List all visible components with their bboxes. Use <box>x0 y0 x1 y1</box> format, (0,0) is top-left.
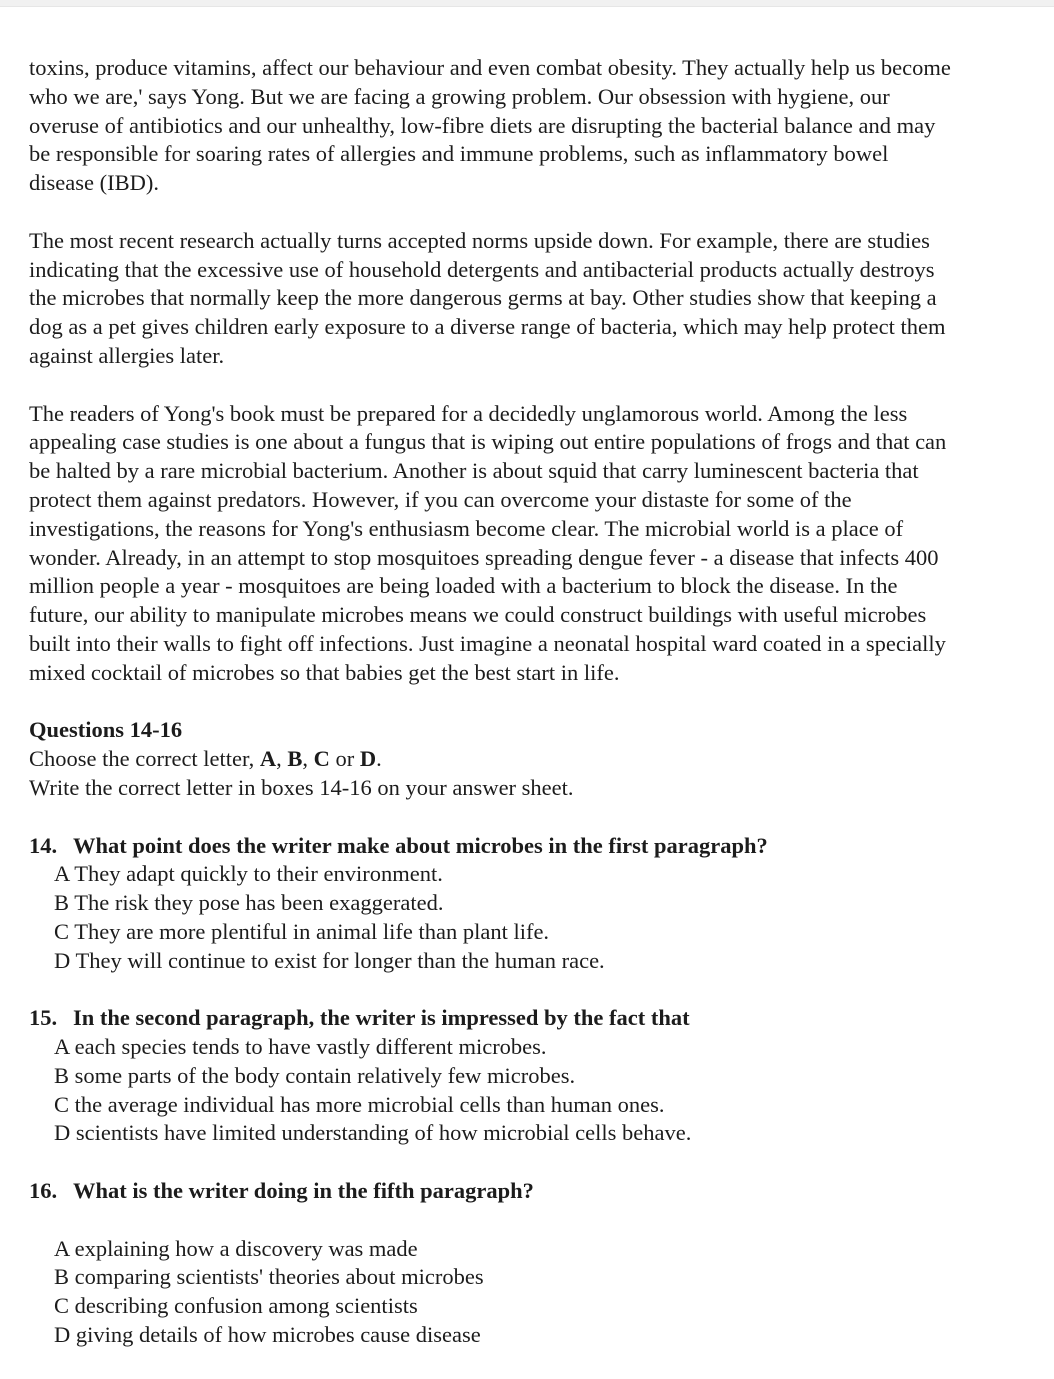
text-line: be halted by a rare microbial bacterium. Another is about squid that carry luminescent bacteria that <box>29 458 919 484</box>
option-a: A They adapt quickly to their environment. <box>54 861 443 887</box>
option-c: C the average individual has more microbial cells than human ones. <box>54 1091 665 1117</box>
separator: , <box>276 746 288 772</box>
text-line: million people a year - mosquitoes are being loaded with a bacterium to block the disease. In the <box>29 573 898 599</box>
text-line: future, our ability to manipulate microbes means we could construct buildings with useful microbes <box>29 602 927 628</box>
text-line: mixed cocktail of microbes so that babies get the best start in life. <box>29 659 620 685</box>
text-line: investigations, the reasons for Yong's enthusiasm become clear. The microbial world is a place of <box>29 515 904 541</box>
answer-options <box>29 1033 1054 1148</box>
question-stem <box>29 832 1054 861</box>
letter-a: A <box>259 746 277 772</box>
letter-d: D <box>359 746 377 772</box>
question-number: 16. <box>29 1178 58 1204</box>
text-line: dog as a pet gives children early exposure to a diverse range of bacteria, which may help protect them <box>29 314 946 340</box>
passage-paragraph-2 <box>29 227 1054 371</box>
questions-instructions <box>29 716 1054 802</box>
text-line: disease (IBD). <box>29 170 159 196</box>
text-line: appealing case studies is one about a fungus that is wiping out entire populations of frogs and that can <box>29 429 947 455</box>
option-c: C They are more plentiful in animal life than plant life. <box>54 918 550 944</box>
text-line: the microbes that normally keep the more dangerous germs at bay. Other studies show that keeping a <box>29 285 937 311</box>
text-line: be responsible for soaring rates of allergies and immune problems, such as inflammatory bowel <box>29 141 889 167</box>
instruction-text: Choose the correct letter, <box>29 746 260 772</box>
text-line: toxins, produce vitamins, affect our behaviour and even combat obesity. They actually help us become <box>29 55 951 80</box>
question-15 <box>29 1004 1054 1148</box>
option-b: B some parts of the body contain relatively few microbes. <box>54 1062 576 1088</box>
or-word: or <box>329 746 360 772</box>
separator: , <box>302 746 314 772</box>
text-line: indicating that the excessive use of household detergents and antibacterial products actually destroys <box>29 256 935 282</box>
option-b: B The risk they pose has been exaggerated. <box>54 890 444 916</box>
passage-paragraph-3 <box>29 400 1054 688</box>
text-line: overuse of antibiotics and our unhealthy, low-fibre diets are disrupting the bacterial balance and may <box>29 112 936 138</box>
questions-heading: Questions 14-16 <box>29 717 183 743</box>
option-a: A explaining how a discovery was made <box>54 1235 418 1261</box>
option-c: C describing confusion among scientists <box>54 1293 418 1319</box>
text-line: The readers of Yong's book must be prepared for a decidedly unglamorous world. Among the less <box>29 400 908 426</box>
letter-c: C <box>313 746 330 772</box>
question-16 <box>29 1177 1054 1350</box>
option-d: D scientists have limited understanding of how microbial cells behave. <box>54 1120 692 1146</box>
text-line: wonder. Already, in an attempt to stop mosquitoes spreading dengue fever - a disease that infects 400 <box>29 544 939 570</box>
question-text: In the second paragraph, the writer is impressed by the fact that <box>73 1005 690 1031</box>
answer-options <box>29 1235 1054 1350</box>
question-stem <box>29 1004 1054 1033</box>
question-number: 14. <box>29 832 58 858</box>
document-body <box>29 54 1054 1379</box>
period: . <box>376 746 382 772</box>
text-line: who we are,' says Yong. But we are facing a growing problem. Our obsession with hygiene, our <box>29 83 890 109</box>
option-d: D giving details of how microbes cause disease <box>54 1322 481 1348</box>
text-line: built into their walls to fight off infections. Just imagine a neonatal hospital ward coated in a specially <box>29 630 946 656</box>
option-b: B comparing scientists' theories about microbes <box>54 1264 484 1290</box>
text-line: protect them against predators. However, if you can overcome your distaste for some of the <box>29 486 852 512</box>
question-number: 15. <box>29 1005 58 1031</box>
question-text: What point does the writer make about microbes in the first paragraph? <box>73 832 768 858</box>
letter-b: B <box>287 746 303 772</box>
question-stem <box>29 1177 1054 1206</box>
option-a: A each species tends to have vastly different microbes. <box>54 1034 547 1060</box>
option-d: D They will continue to exist for longer than the human race. <box>54 947 605 973</box>
passage-paragraph-1 <box>29 54 1054 198</box>
instruction-answer-sheet: Write the correct letter in boxes 14-16 on your answer sheet. <box>29 774 574 800</box>
text-line: against allergies later. <box>29 342 225 368</box>
answer-options <box>29 860 1054 975</box>
instruction-choose-letter <box>29 745 1054 774</box>
question-text: What is the writer doing in the fifth paragraph? <box>73 1178 534 1204</box>
text-line: The most recent research actually turns accepted norms upside down. For example, there are studies <box>29 227 930 253</box>
top-divider <box>0 0 1054 7</box>
question-14 <box>29 832 1054 976</box>
